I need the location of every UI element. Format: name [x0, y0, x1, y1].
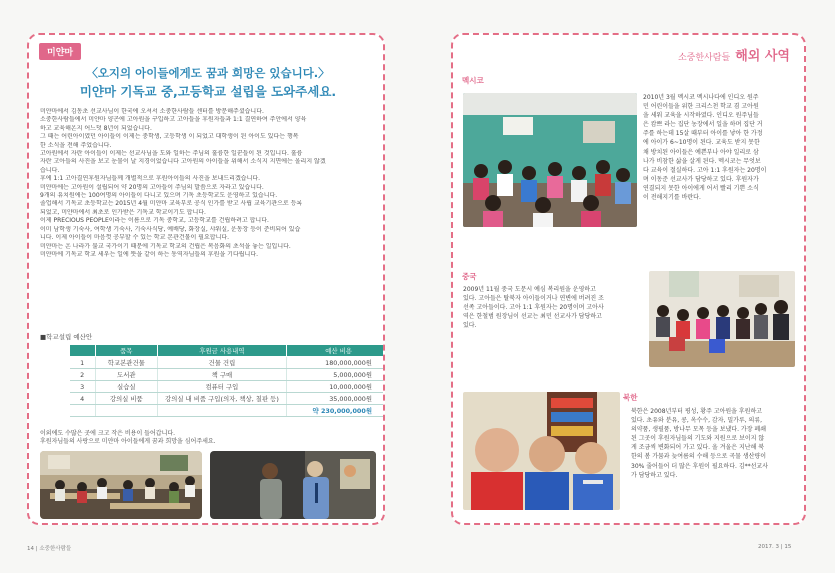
- paragraph-line: 미얀마에서 김동초 선교사님이 한국에 오셔서 소중한사람들 센터를 방문해주셨습니다.: [40, 108, 264, 115]
- table-cell: 10,000,000원: [287, 381, 385, 393]
- table-header: 품목: [95, 345, 157, 357]
- table-cell: 책 구매: [157, 369, 286, 381]
- paragraph-line: 이외에도 수많은 곳에 크고 작은 비용이 들어갑니다.: [40, 430, 176, 437]
- table-cell: 3: [70, 381, 96, 393]
- left-page: [27, 33, 385, 525]
- classroom-photo: [40, 451, 202, 519]
- china-photo-image: [649, 271, 795, 367]
- paragraph-line: 한 소식을 전해 주었습니다.: [40, 141, 112, 149]
- paragraph-line: 9개의 유치원에는 100여명의 아이들이 다니고 있으며 기독 초등학교도 운영하고 있습니다.: [40, 192, 278, 200]
- table-row: [70, 393, 386, 405]
- paragraph-line: 니다. 이제 아이들이 마음껏 공부할 수 있는 학교 본관건물이 필요합니다.: [40, 234, 230, 242]
- paragraph-line: 이미 남학생 기숙사, 여학생 기숙사, 기숙사식당, 예배당, 화장실, 샤워실, 운동장 등이 준비되어 있습: [40, 225, 301, 233]
- table-cell: 35,000,000원: [287, 393, 385, 405]
- table-cell: 건물 건립: [157, 357, 286, 369]
- table-cell: 실습실: [95, 381, 157, 393]
- paragraph-line: 고아원에서 자란 아이들이 이제는 선교사님을 도와 일하는 주님의 훌륭한 일꾼들이 된 것입니다. 훌륭: [40, 150, 303, 158]
- header-org: 소중한사람들: [677, 53, 731, 63]
- text-line: 된 그곳이 후원자님들의 기도와 지원으로 보이지 않: [631, 435, 765, 443]
- paragraph-line: 미얀마는 온 나라가 불교 국가이기 때문에 기독교 학교의 건립은 복음화의 초석을 놓는 일입니다.: [40, 242, 291, 250]
- text-line: 있다. 고아들은 탈북자 아이들이거나 연변에 버려진 조: [463, 295, 604, 303]
- country-tag: 미얀마: [39, 43, 81, 60]
- text-line: 있다.: [463, 322, 477, 330]
- section-label-china: 중국: [462, 272, 477, 281]
- text-line: 민 어린이들을 위한 크리스천 학교 겸 고아원: [643, 103, 759, 111]
- table-row: [70, 357, 386, 369]
- right-page: [451, 33, 806, 525]
- paragraph-line: 후원자님들의 사랑으로 미얀마 아이들에게 꿈과 희망을 심어주세요.: [40, 438, 216, 446]
- china-photo: [649, 271, 795, 367]
- table-cell: 1: [70, 357, 96, 369]
- table-cell: 2: [70, 369, 96, 381]
- text-line: 게 조금씩 변화되어 가고 있다. 올 겨울은 지난해 북: [631, 444, 765, 452]
- text-line: 있다. 초유와 분유, 콩, 옥수수, 감자, 밀가루, 의류,: [631, 417, 763, 425]
- paragraph-line: 미얀마에 기독교 학교 세우는 일에 뜻을 같이 하는 동역자님들의 후원을 기다립니다.: [40, 250, 259, 258]
- text-line: 연결되지 못한 아이에게 어서 빨리 기쁜 소식: [643, 184, 759, 192]
- paragraph-line: 소중한사람들에서 미얀마 양곤에 고아원을 구입하고 고아들을 후원자들과 1:1 결연하여 주안에서 양육: [40, 116, 307, 124]
- table-row: [70, 381, 386, 393]
- table-header: 예산 비용: [287, 345, 385, 357]
- table-cell: 강의실 비품: [95, 393, 157, 405]
- mexico-photo-image: [463, 93, 637, 227]
- classroom-photo-image: [40, 451, 202, 519]
- text-line: 역은 한철범 원장님이 선교는 최민 선교사가 담당하고: [463, 313, 602, 321]
- text-line: 은 캄쁘 라는 집단 농장에서 일을 하며 집단 거: [643, 121, 763, 129]
- paragraph-line: 자란 고아들의 사진을 보고 눈물이 날 지경이었습니다 고아원의 아이들을 위해서 소식지 지면에는 올리지 않겠: [40, 158, 326, 166]
- paragraph-line: 하고 교육해온지 어느덧 8년이 되었습니다.: [40, 124, 152, 132]
- table-cell: 5,000,000원: [287, 369, 385, 381]
- page-footer-left: 14 | 소중한사람들: [27, 546, 72, 552]
- paragraph-line: 후에 1:1 고아결연후원자님들께 개별적으로 후원아이들의 사진을 보내드리겠습니다.: [40, 175, 261, 183]
- table-row: [70, 369, 386, 381]
- text-line: 이 전해지기를 바란다.: [643, 194, 701, 202]
- table-total: 약 230,000,000원: [287, 405, 385, 417]
- text-line: 주를 하는데 15살 때부터 아이를 낳아 한 가정: [643, 130, 763, 138]
- table-cell: 강의실 내 비품 구입(의자, 책상, 칠판 등): [157, 393, 286, 405]
- missionary-photo-image: [210, 451, 376, 519]
- text-line: 한의 봄 가뭄과 늦여름의 수해 등으로 곡물 생산량이: [631, 453, 767, 461]
- paragraph-line: 습니다.: [40, 166, 60, 174]
- text-line: 북한은 2008년부터 평성, 황주 고아원을 후원하고: [631, 408, 763, 415]
- closing-text: [40, 430, 216, 447]
- table-total-row: [70, 405, 386, 417]
- header-title: 해외 사역: [735, 49, 790, 64]
- paragraph-line: 되었고, 미얀마에서 최초로 인가받은 기독교 학교이기도 합니다.: [40, 208, 206, 216]
- table-header-row: [70, 345, 386, 357]
- text-line: 다 교육이 절실하다. 고아 1:1 후원자는 20명이: [643, 166, 767, 174]
- mexico-photo: [463, 93, 637, 227]
- missionary-photo: [210, 451, 376, 519]
- china-text: [463, 285, 604, 330]
- northkorea-photo: [463, 392, 620, 510]
- table-cell: 컴퓨터 구입: [157, 381, 286, 393]
- text-line: 을 세워 교육을 시작하였다. 인디오 원주님들: [643, 112, 759, 120]
- table-cell: 180,000,000원: [287, 357, 385, 369]
- paragraph-line: 그 때는 어린아이였던 아이들이 이제는 중학생, 고등학생 이 되었고 대학생이 된 아이도 있다는 행복: [40, 133, 299, 141]
- budget-table-title: ■학교설립 예산안: [40, 333, 93, 341]
- headline-title: 미얀마 기독교 중,고등학교 설립을 도와주세요.: [79, 84, 337, 99]
- text-line: 가 담당하고 있다.: [631, 471, 678, 479]
- budget-table: [69, 344, 385, 417]
- table-header: 후원금 사용내역: [157, 345, 286, 357]
- headline-subtitle: 〈오지의 아이들에게도 꿈과 희망은 있습니다.〉: [86, 66, 330, 80]
- text-line: 나가 비참한 삶을 살게 된다. 멕시코는 무엇보: [643, 157, 761, 165]
- text-line: 2009년 11월 중국 도문시 예심 복리원을 운영하고: [463, 286, 596, 293]
- paragraph-line: 이제 PRECIOUS PEOPLE이라는 이름으로 기독 중학교, 고등학교를 건립하려고 합니다.: [40, 217, 269, 225]
- northkorea-text: [631, 407, 768, 480]
- text-line: 2010년 3월 멕시코 멕시나다에 인디오 원주: [643, 94, 759, 101]
- northkorea-photo-image: [463, 392, 620, 510]
- mexico-text: [643, 93, 766, 202]
- text-line: 의약품, 생필품, 방나무 모목 등을 보냈다. 가장 폐쇄: [631, 426, 766, 434]
- text-line: 30% 줄어들어 더 많은 후원이 필요하다. 김**선교사: [631, 462, 769, 470]
- text-line: 에 아이가 6~10명이 된다. 교육도 받지 못한: [643, 139, 760, 147]
- text-line: 채 방치된 아이들은 예쁜부나 아야 일리로 삼: [643, 148, 759, 156]
- article-body: [40, 108, 378, 259]
- table-cell: 학교본관건물: [95, 357, 157, 369]
- text-line: 선족 고아들이다. 고아 1:1 후원자는 20명이며 고아사: [463, 304, 604, 312]
- section-header: [678, 45, 790, 64]
- table-cell: 4: [70, 393, 96, 405]
- table-cell: 도서관: [95, 369, 157, 381]
- text-line: 며 이동준 선교사가 담당하고 있다. 후원자가: [643, 175, 759, 183]
- section-label-mexico: 멕시코: [462, 76, 484, 85]
- paragraph-line: 졸업해서 기독교 초등학교는 2015년 4월 미얀마 교육부로 공식 인가를 받고 사립 교육기관으로 등록: [40, 200, 303, 208]
- paragraph-line: 미얀마에는 고아원이 설립되어 약 20명의 고아들이 주님의 말씀으로 자라고 있습니다.: [40, 183, 264, 191]
- table-header: [70, 345, 96, 357]
- section-label-northkorea: 북한: [623, 393, 638, 402]
- page-footer-right: 2017. 3 | 15: [758, 544, 792, 550]
